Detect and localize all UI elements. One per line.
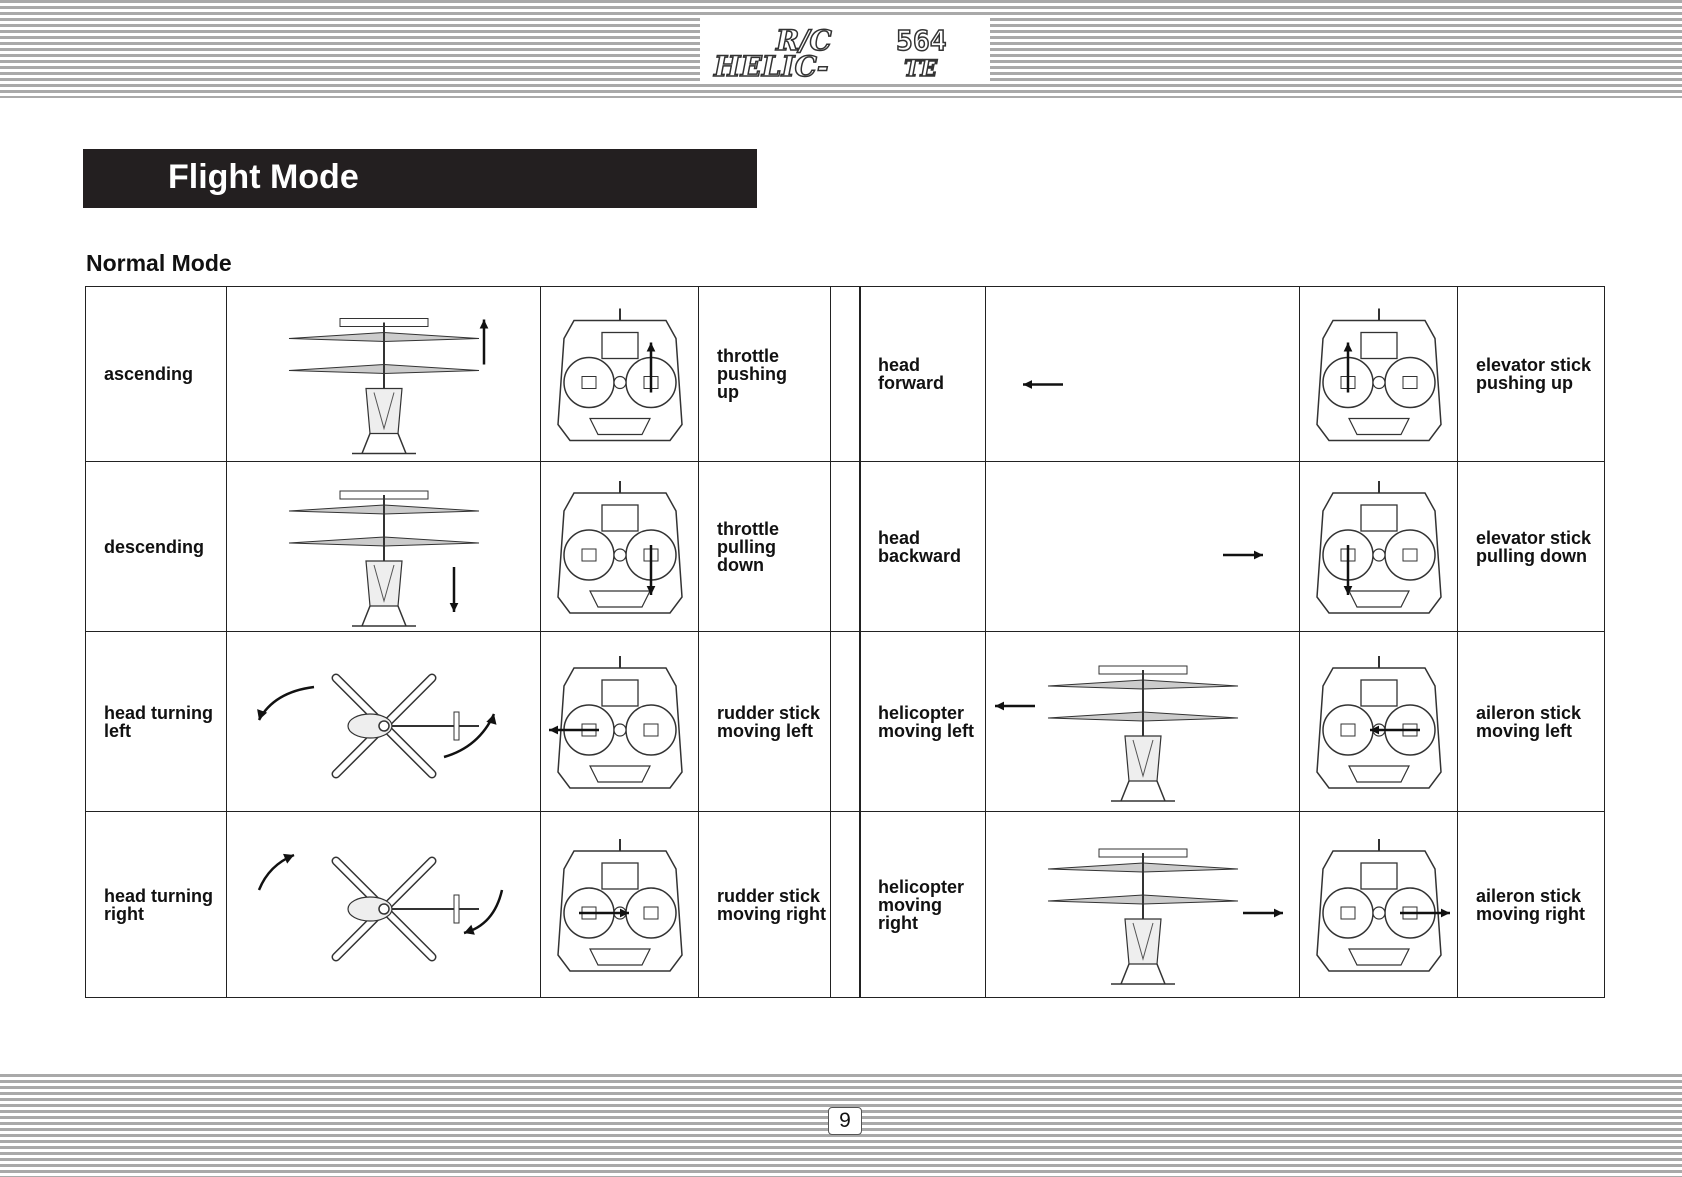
helicopter-illustration-cell [227,287,541,461]
stick-action-label: elevator stick pushing up [1476,355,1592,393]
transmitter-illustration-cell [1300,462,1458,631]
transmitter-icon [541,462,699,632]
helicopter-illustration [986,632,1300,812]
helicopter-illustration [986,462,1300,632]
helicopter-illustration [227,632,541,812]
helicopter-illustration-cell [227,462,541,631]
transmitter-illustration-cell [541,632,699,811]
helicopter-illustration [227,287,541,462]
curved-arrow-icon [444,714,494,757]
table-gutter [831,632,861,811]
flight-mode-table-right [859,286,1605,998]
transmitter-icon [1300,812,1458,998]
transmitter-illustration-cell [541,462,699,631]
table-row [860,632,1605,812]
table-gutter [831,287,861,461]
table-row [86,632,861,812]
table-gutter [831,462,861,631]
helicopter-illustration-cell [227,812,541,997]
helicopter-illustration-cell [986,287,1300,461]
section-title-bar [83,149,757,208]
maneuver-label: head turning right [104,885,213,924]
maneuver-label-cell [860,812,986,997]
flight-mode-table-left [85,286,861,998]
stick-action-label: aileron stick moving right [1476,885,1585,924]
table-row [86,287,861,462]
maneuver-label: ascending [104,364,194,384]
svg-text:564: 564 [896,24,947,57]
curved-arrow-icon [464,890,502,933]
stick-action-label: aileron stick moving left [1476,702,1582,741]
stick-action-cell [1458,287,1605,461]
stick-action-cell [699,812,831,997]
page-number: 9 [828,1107,862,1135]
svg-text:R/C: R/C [776,24,832,57]
maneuver-label: head forward [878,355,945,393]
stick-action-cell [699,632,831,811]
stick-action-cell [1458,632,1605,811]
page-title: Flight Mode [168,158,359,196]
maneuver-label-cell [86,812,227,997]
maneuver-label-cell [860,462,986,631]
transmitter-icon [541,287,699,462]
table-row [86,462,861,632]
helicopter-illustration [986,287,1300,462]
transmitter-illustration-cell [1300,287,1458,461]
transmitter-icon [1300,632,1458,812]
stick-action-label: throttle pulling down [717,518,779,575]
stick-action-cell [699,462,831,631]
stick-action-label: rudder stick moving right [717,885,826,924]
transmitter-icon [541,632,699,812]
curved-arrow-icon [259,687,314,720]
transmitter-illustration-cell [541,812,699,997]
section-subtitle: Normal Mode [86,250,232,276]
stick-action-cell [1458,462,1605,631]
maneuver-label-cell [86,462,227,631]
stick-action-label: throttle pushing up [717,346,787,402]
helicopter-illustration-cell [986,812,1300,997]
svg-text:HELIC-: HELIC- [714,50,829,82]
table-row [86,812,861,998]
transmitter-illustration-cell [1300,812,1458,997]
stick-action-label: elevator stick pulling down [1476,527,1592,566]
helicopter-illustration-cell [227,632,541,811]
transmitter-illustration-cell [541,287,699,461]
helicopter-illustration [227,462,541,632]
helicopter-illustration-cell [986,462,1300,631]
table-row [860,287,1605,462]
maneuver-label: head turning left [104,702,213,741]
maneuver-label-cell [86,632,227,811]
table-gutter [831,812,861,997]
helicopter-illustration [227,812,541,998]
maneuver-label-cell [860,632,986,811]
maneuver-label: helicopter moving right [878,876,965,933]
transmitter-icon [1300,287,1458,462]
brand-logo [700,18,990,82]
helicopter-illustration-cell [986,632,1300,811]
maneuver-label: head backward [878,527,962,566]
stick-action-label: rudder stick moving left [717,702,821,741]
maneuver-label-cell [86,287,227,461]
maneuver-label: descending [104,536,205,557]
maneuver-label-cell [860,287,986,461]
helicopter-illustration [986,812,1300,998]
transmitter-icon [1300,462,1458,632]
transmitter-illustration-cell [1300,632,1458,811]
table-row [860,812,1605,998]
stick-action-cell [1458,812,1605,997]
stick-action-cell [699,287,831,461]
svg-text:TE: TE [904,56,938,82]
maneuver-label: helicopter moving left [878,702,975,741]
table-row [860,462,1605,632]
transmitter-icon [541,812,699,998]
